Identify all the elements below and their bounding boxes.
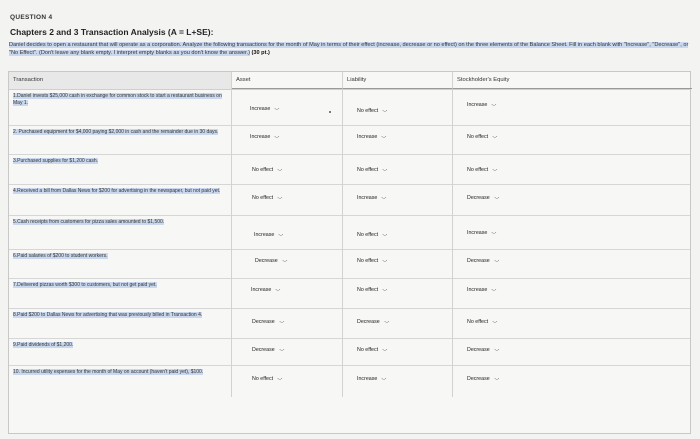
asset-select[interactable] <box>253 257 286 266</box>
liability-select-value: No effect <box>357 108 379 114</box>
chevron-down-icon: ⌵ <box>274 134 280 140</box>
chevron-down-icon: ⌵ <box>382 258 388 264</box>
asset-cell <box>232 365 343 397</box>
chevron-down-icon: ⌵ <box>382 108 388 114</box>
header-transaction: Transaction <box>9 72 232 89</box>
header-liability: Liability <box>343 72 453 89</box>
asset-cell <box>232 184 343 215</box>
chevron-down-icon: ⌵ <box>382 232 388 238</box>
equity-select-value: No effect <box>467 319 489 325</box>
table-row <box>9 154 690 185</box>
asset-select[interactable] <box>250 346 283 355</box>
chevron-down-icon: ⌵ <box>492 167 498 173</box>
chevron-down-icon: ⌵ <box>278 232 284 238</box>
header-equity: Stockholder's Equity <box>453 72 692 89</box>
equity-cell <box>453 308 692 338</box>
table-row <box>9 125 690 155</box>
liability-cell <box>343 154 453 184</box>
chevron-down-icon: ⌵ <box>279 319 285 325</box>
asset-select[interactable] <box>252 231 283 240</box>
asset-select-value: Increase <box>250 106 271 112</box>
asset-select-value: Increase <box>250 134 271 140</box>
transaction-description <box>9 89 232 125</box>
asset-select[interactable] <box>248 105 279 114</box>
chevron-down-icon: ⌵ <box>384 319 390 325</box>
equity-cell <box>453 125 692 154</box>
equity-select-value: No effect <box>467 134 489 140</box>
liability-cell <box>343 125 453 154</box>
transaction-description <box>9 308 232 338</box>
transaction-text: 7.Delivered pizzas worth $300 to customers, but not get paid yet. <box>13 282 157 288</box>
liability-cell <box>343 308 453 338</box>
chevron-down-icon: ⌵ <box>491 230 497 236</box>
transaction-table <box>8 71 691 434</box>
liability-select-value: Increase <box>357 134 378 140</box>
transaction-text: 9.Paid dividends of $1,200. <box>13 342 74 348</box>
equity-cell <box>453 154 692 184</box>
transaction-text: 1.Daniel invests $25,000 cash in exchange for common stock to start a restaurant business on May 1. <box>13 93 222 106</box>
question-title: Chapters 2 and 3 Transaction Analysis (A = L+SE): <box>10 27 214 37</box>
equity-cell <box>453 338 692 365</box>
liability-select[interactable] <box>355 194 386 203</box>
equity-select[interactable] <box>465 133 497 142</box>
chevron-down-icon: ⌵ <box>382 167 388 173</box>
liability-cell <box>343 249 453 278</box>
chevron-down-icon: ⌵ <box>382 347 388 353</box>
liability-select[interactable] <box>355 257 387 266</box>
transaction-description <box>9 184 232 215</box>
liability-select[interactable] <box>355 346 387 355</box>
equity-select-value: Increase <box>467 102 488 108</box>
liability-cell <box>343 338 453 365</box>
transaction-description <box>9 338 232 365</box>
equity-cell <box>453 215 692 249</box>
liability-select-value: Increase <box>357 376 378 382</box>
liability-select[interactable] <box>355 375 386 384</box>
question-label: QUESTION 4 <box>10 14 53 21</box>
asset-select-value: Increase <box>251 287 272 293</box>
transaction-description <box>9 154 232 184</box>
liability-cell <box>343 215 453 249</box>
asset-select[interactable] <box>250 318 283 327</box>
equity-select[interactable] <box>465 166 497 175</box>
asset-select-value: No effect <box>252 195 274 201</box>
asset-cell <box>232 308 343 338</box>
transaction-text: 10. Incurred utility expenses for the month of May on account (haven't paid yet), $100. <box>13 369 204 375</box>
table-row <box>9 338 690 366</box>
equity-cell <box>453 278 692 308</box>
liability-select-value: Increase <box>357 195 378 201</box>
chevron-down-icon: ⌵ <box>491 287 497 293</box>
chevron-down-icon: ⌵ <box>381 195 387 201</box>
chevron-down-icon: ⌵ <box>274 106 280 112</box>
asset-select-value: Decrease <box>252 319 275 325</box>
equity-select[interactable] <box>465 286 496 295</box>
transaction-description <box>9 278 232 308</box>
equity-select[interactable] <box>465 375 498 384</box>
equity-select[interactable] <box>465 346 498 355</box>
equity-select[interactable] <box>465 229 496 238</box>
equity-select-value: No effect <box>467 167 489 173</box>
table-row <box>9 89 690 126</box>
asset-select[interactable] <box>249 286 280 295</box>
equity-select-value: Decrease <box>467 258 490 264</box>
liability-select[interactable] <box>355 166 387 175</box>
chevron-down-icon: ⌵ <box>494 258 500 264</box>
liability-select-value: No effect <box>357 258 379 264</box>
chevron-down-icon: ⌵ <box>275 287 281 293</box>
asset-cell <box>232 154 343 184</box>
table-row <box>9 215 690 250</box>
chevron-down-icon: ⌵ <box>492 319 498 325</box>
liability-cell <box>343 184 453 215</box>
liability-select[interactable] <box>355 286 387 295</box>
table-row <box>9 278 690 309</box>
equity-select-value: Increase <box>467 230 488 236</box>
table-header <box>9 72 690 90</box>
equity-select[interactable] <box>465 194 498 203</box>
transaction-text: 4.Received a bill from Dallas News for $200 for advertising in the newspaper, but not paid yet. <box>13 188 221 194</box>
equity-select-value: Decrease <box>467 347 490 353</box>
table-row <box>9 249 690 279</box>
table-row <box>9 365 690 397</box>
liability-cell <box>343 89 453 125</box>
asset-cell <box>232 215 343 249</box>
instructions <box>9 41 691 57</box>
liability-select-value: No effect <box>357 347 379 353</box>
asset-select-value: Decrease <box>255 258 278 264</box>
chevron-down-icon: ⌵ <box>494 376 500 382</box>
liability-cell <box>343 365 453 397</box>
liability-select-value: No effect <box>357 232 379 238</box>
transaction-text: 5.Cash receipts from customers for pizza sales amounted to $1,500. <box>13 219 165 225</box>
cursor-dot <box>329 111 331 113</box>
equity-select[interactable] <box>465 318 497 327</box>
chevron-down-icon: ⌵ <box>491 102 497 108</box>
asset-cell <box>232 278 343 308</box>
asset-cell <box>232 125 343 154</box>
chevron-down-icon: ⌵ <box>277 167 283 173</box>
chevron-down-icon: ⌵ <box>492 134 498 140</box>
liability-select-value: No effect <box>357 167 379 173</box>
asset-select[interactable] <box>248 133 279 142</box>
asset-select-value: No effect <box>252 167 274 173</box>
equity-select[interactable] <box>465 257 498 266</box>
asset-select-value: Decrease <box>252 347 275 353</box>
equity-select-value: Decrease <box>467 195 490 201</box>
asset-cell <box>232 338 343 365</box>
header-asset: Asset <box>232 72 343 89</box>
equity-select-value: Decrease <box>467 376 490 382</box>
table-row <box>9 184 690 216</box>
transaction-text: 2. Purchased equipment for $4,000 paying $2,000 in cash and the remainder due in 30 days. <box>13 129 219 135</box>
chevron-down-icon: ⌵ <box>494 347 500 353</box>
chevron-down-icon: ⌵ <box>282 258 288 264</box>
instructions-text: Daniel decides to open a restaurant that will operate as a corporation. Analyze the following transactions for the month of May in terms of their effect (increase, decrease or no effect) on the three elements of the Balance Sheet. Fill in each blank with "Increase", "Decrease", or "No Effect". (Don't leave any blank empty. I interpret empty blanks as you don't know the answer.) <box>9 42 689 56</box>
equity-cell <box>453 249 692 278</box>
asset-cell <box>232 249 343 278</box>
asset-select-value: No effect <box>252 376 274 382</box>
asset-select-value: Increase <box>254 232 275 238</box>
asset-select[interactable] <box>250 375 282 384</box>
chevron-down-icon: ⌵ <box>381 134 387 140</box>
chevron-down-icon: ⌵ <box>494 195 500 201</box>
equity-select[interactable] <box>465 101 496 110</box>
transaction-description <box>9 249 232 278</box>
transaction-description <box>9 215 232 249</box>
asset-select[interactable] <box>250 166 282 175</box>
transaction-text: 3.Purchased supplies for $1,200 cash. <box>13 158 99 164</box>
chevron-down-icon: ⌵ <box>382 287 388 293</box>
chevron-down-icon: ⌵ <box>277 376 283 382</box>
liability-select[interactable] <box>355 133 386 142</box>
transaction-description <box>9 125 232 154</box>
points-label: (30 pt.) <box>251 50 270 56</box>
transaction-text: 6.Paid salaries of $200 to student workers. <box>13 253 108 259</box>
liability-select[interactable] <box>355 231 387 240</box>
liability-select[interactable] <box>355 107 387 116</box>
chevron-down-icon: ⌵ <box>277 195 283 201</box>
equity-cell <box>453 184 692 215</box>
asset-select[interactable] <box>250 194 282 203</box>
liability-cell <box>343 278 453 308</box>
chevron-down-icon: ⌵ <box>279 347 285 353</box>
table-row <box>9 308 690 339</box>
equity-cell <box>453 365 692 397</box>
transaction-description <box>9 365 232 397</box>
transaction-text: 8.Paid $200 to Dallas News for advertising that was previously billed in Transaction 4. <box>13 312 203 318</box>
equity-select-value: Increase <box>467 287 488 293</box>
liability-select-value: Decrease <box>357 319 380 325</box>
liability-select[interactable] <box>355 318 388 327</box>
liability-select-value: No effect <box>357 287 379 293</box>
asset-cell <box>232 89 343 125</box>
equity-cell <box>453 89 692 125</box>
chevron-down-icon: ⌵ <box>381 376 387 382</box>
